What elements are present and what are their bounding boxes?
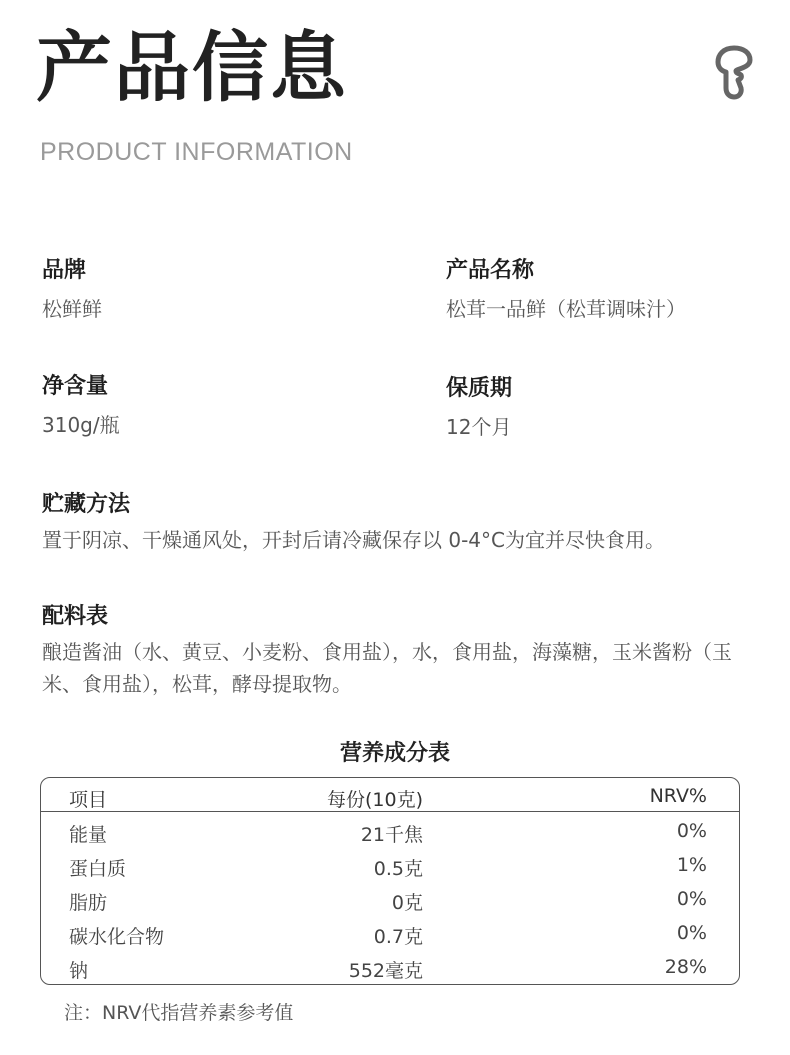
- brand-value: 松鲜鲜: [42, 297, 102, 322]
- storage-section: [42, 492, 757, 556]
- row-amount: 21千焦: [360, 824, 423, 846]
- storage-label: 贮藏方法: [42, 492, 131, 517]
- header-item: 项目: [69, 789, 108, 811]
- row-item: 钠: [69, 960, 89, 982]
- row-item: 脂肪: [69, 892, 108, 914]
- net-content-label: 净含量: [42, 374, 109, 399]
- row-item: 蛋白质: [69, 858, 127, 880]
- ingredients-label: 配料表: [42, 604, 109, 629]
- ingredients-section: [42, 604, 757, 700]
- shelf-life-field: [446, 376, 512, 440]
- row-nrv: 0%: [676, 888, 707, 910]
- nutrition-title: 营养成分表: [339, 741, 450, 766]
- table-header-row: [41, 778, 739, 812]
- page-title: 产品信息: [36, 23, 348, 112]
- header-per-serving: 每份(10克): [326, 789, 423, 811]
- row-nrv: 0%: [676, 922, 707, 944]
- table-row: [41, 949, 739, 983]
- net-content-value: 310g/瓶: [42, 413, 120, 438]
- product-name-value: 松茸一品鲜（松茸调味汁）: [446, 297, 686, 322]
- row-amount: 0克: [391, 892, 423, 914]
- mushroom-outline-icon: [714, 44, 754, 100]
- product-name-field: [446, 258, 686, 322]
- nutrition-table: [40, 777, 740, 985]
- row-amount: 552毫克: [348, 960, 423, 982]
- page-subtitle: PRODUCT INFORMATION: [40, 138, 353, 166]
- nrv-footnote: 注：NRV代指营养素参考值: [64, 1002, 294, 1024]
- table-row: [41, 915, 739, 949]
- row-nrv: 28%: [664, 956, 707, 978]
- table-row: [41, 813, 739, 847]
- row-amount: 0.7克: [373, 926, 423, 948]
- product-name-label: 产品名称: [446, 258, 535, 283]
- row-nrv: 0%: [676, 820, 707, 842]
- row-item: 碳水化合物: [69, 926, 165, 948]
- ingredients-value: 酿造酱油（水、黄豆、小麦粉、食用盐），水，食用盐，海藻糖，玉米酱粉（玉米、食用盐），松茸，酵母提取物。: [42, 640, 732, 697]
- net-content-field: [42, 374, 120, 438]
- header-nrv: NRV%: [649, 785, 707, 807]
- table-row: [41, 847, 739, 881]
- brand-field: [42, 258, 102, 322]
- row-amount: 0.5克: [373, 858, 423, 880]
- storage-value: 置于阴凉、干燥通风处，开封后请冷藏保存以 0-4°C为宜并尽快食用。: [42, 528, 665, 553]
- table-row: [41, 881, 739, 915]
- row-nrv: 1%: [676, 854, 707, 876]
- shelf-life-label: 保质期: [446, 376, 513, 401]
- row-item: 能量: [69, 824, 108, 846]
- shelf-life-value: 12个月: [446, 415, 512, 440]
- brand-label: 品牌: [42, 258, 87, 283]
